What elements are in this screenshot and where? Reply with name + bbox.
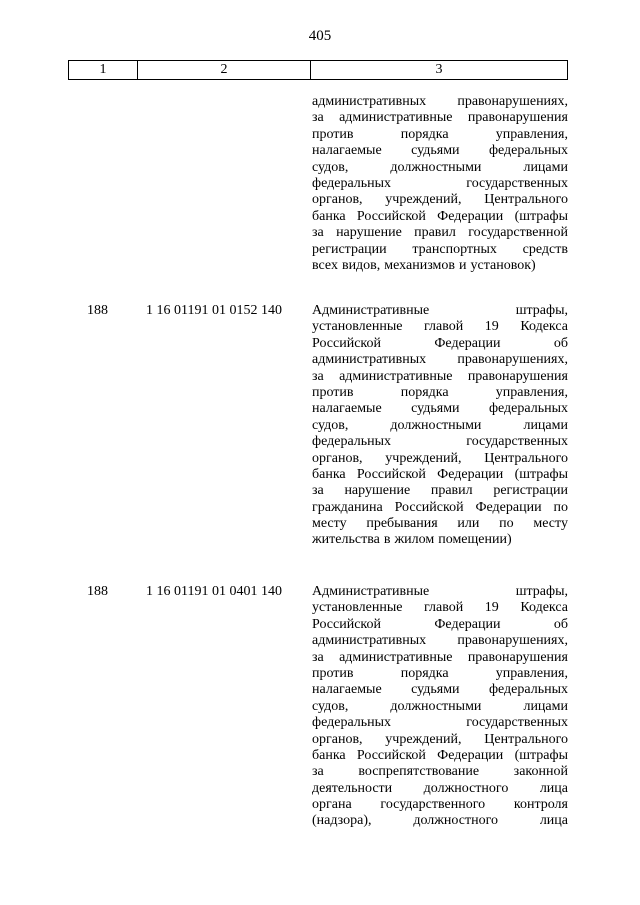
description-line: федеральных государственных bbox=[312, 715, 568, 731]
description-line: федеральных государственных bbox=[312, 175, 568, 191]
description-line: Административные штрафы, bbox=[312, 584, 568, 599]
description-line: за административные правонарушения bbox=[312, 368, 568, 384]
description-line: за воспрепятствование законной bbox=[312, 764, 568, 780]
description-line: судов, должностными лицами bbox=[312, 698, 568, 714]
kbk-code: 1 16 01191 01 0152 140 bbox=[146, 303, 282, 318]
kbk-code: 1 16 01191 01 0401 140 bbox=[146, 584, 282, 599]
description-line: установленные главой 19 Кодекса bbox=[312, 319, 568, 335]
description-line: органа государственного контроля bbox=[312, 797, 568, 813]
row-description bbox=[312, 303, 568, 549]
description-line: регистрации транспортных средств bbox=[312, 241, 568, 257]
continuation-description bbox=[312, 94, 568, 274]
description-line: органов, учреждений, Центрального bbox=[312, 731, 568, 747]
table-header bbox=[68, 60, 568, 80]
header-col-3: 3 bbox=[435, 62, 443, 77]
description-line: судов, должностными лицами bbox=[312, 159, 568, 175]
description-line: налагаемые судьями федеральных bbox=[312, 401, 568, 417]
description-line: судов, должностными лицами bbox=[312, 417, 568, 433]
admin-code: 188 bbox=[87, 303, 108, 318]
description-line: Российской Федерации об bbox=[312, 335, 568, 351]
description-line: банка Российской Федерации (штрафы bbox=[312, 466, 568, 482]
description-line: за нарушение правил регистрации bbox=[312, 483, 568, 499]
description-line: банка Российской Федерации (штрафы bbox=[312, 208, 568, 224]
description-line: установленные главой 19 Кодекса bbox=[312, 600, 568, 616]
header-col-2: 2 bbox=[138, 61, 311, 79]
description-line: деятельности должностного лица bbox=[312, 780, 568, 796]
row-description bbox=[312, 584, 568, 830]
description-line: против порядка управления, bbox=[312, 665, 568, 681]
description-line: за нарушение правил государственной bbox=[312, 225, 568, 241]
description-line: за административные правонарушения bbox=[312, 110, 568, 126]
description-line: федеральных государственных bbox=[312, 434, 568, 450]
description-line: (надзора), должностного лица bbox=[312, 813, 568, 829]
description-line: всех видов, механизмов и установок) bbox=[312, 257, 536, 273]
description-line: органов, учреждений, Центрального bbox=[312, 450, 568, 466]
description-line: жительства в жилом помещении) bbox=[312, 532, 512, 548]
description-line: против порядка управления, bbox=[312, 384, 568, 400]
description-line: административных правонарушениях, bbox=[312, 633, 568, 649]
description-line: административных правонарушениях, bbox=[312, 94, 568, 109]
admin-code: 188 bbox=[87, 584, 108, 599]
description-line: органов, учреждений, Центрального bbox=[312, 192, 568, 208]
description-line: банка Российской Федерации (штрафы bbox=[312, 747, 568, 763]
description-line: административных правонарушениях, bbox=[312, 352, 568, 368]
header-col-1: 1 bbox=[69, 61, 138, 79]
description-line: месту пребывания или по месту bbox=[312, 516, 568, 532]
description-line: Российской Федерации об bbox=[312, 616, 568, 632]
description-line: против порядка управления, bbox=[312, 126, 568, 142]
description-line: налагаемые судьями федеральных bbox=[312, 682, 568, 698]
page-number: 405 bbox=[308, 28, 332, 44]
description-line: налагаемые судьями федеральных bbox=[312, 143, 568, 159]
description-line: за административные правонарушения bbox=[312, 649, 568, 665]
description-line: Административные штрафы, bbox=[312, 303, 568, 318]
description-line: гражданина Российской Федерации по bbox=[312, 499, 568, 515]
